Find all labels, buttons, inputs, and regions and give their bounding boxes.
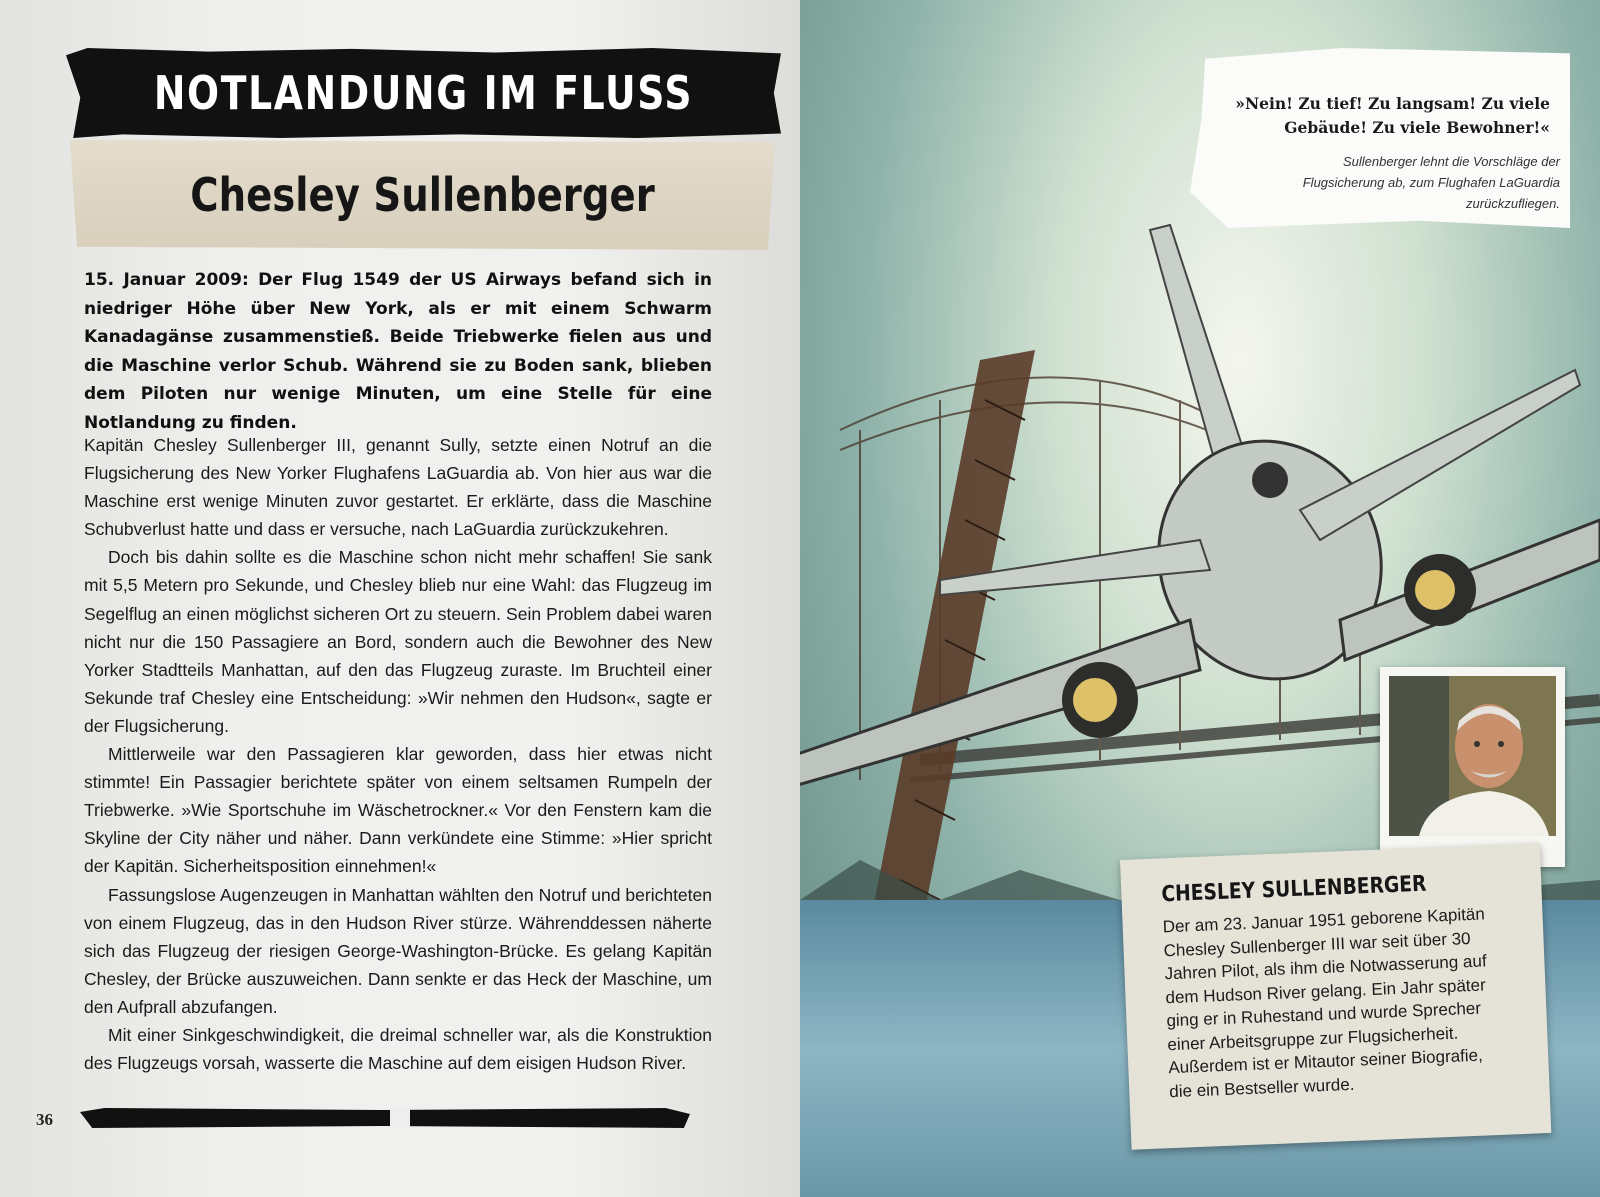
body-paragraph: Mittlerweile war den Passagieren klar geworden, dass hier etwas nicht stimmte! Ein Passagier berichtete später von einem seltsamen Rumpeln der Triebwerke. »Wie Sportschuhe im Wäschetrockner.« Vor den Fenstern kam die Skyline der City näher und näher. Dann verkündete eine Stimme: »Hier spricht der Kapitän. Sicherheitsposition einnehmen!« bbox=[84, 744, 712, 877]
body-paragraph: Mit einer Sinkgeschwindigkeit, die dreimal schneller war, als die Konstruktion des Flugzeugs vorsah, wasserte die Maschine auf dem eisigen Hudson River. bbox=[84, 1024, 712, 1074]
intro-paragraph: 15. Januar 2009: Der Flug 1549 der US Airways befand sich in niedriger Höhe über New York, als er mit einem Schwarm Kanadagänse zusammenstieß. Beide Triebwerke fielen aus und die Maschine verlor Schub. Während sie zu Boden sank, blieben dem Piloten nur wenige Minuten, um eine Stelle für eine Notlandung zu finden. bbox=[84, 270, 712, 433]
right-page bbox=[800, 0, 1600, 1197]
pilot-photo-frame bbox=[1380, 667, 1565, 867]
pilot-quote: »Nein! Zu tief! Zu langsam! Zu viele Gebäude! Zu viele Bewohner!« bbox=[1235, 94, 1550, 137]
footer-bar bbox=[80, 1108, 690, 1128]
body-paragraph: Doch bis dahin sollte es die Maschine schon nicht mehr schaffen! Sie sank mit 5,5 Metern pro Sekunde, und Chesley blieb nur eine Wahl: das Flugzeug im Segelflug an einen möglichst sicheren Ort zu steuern. Sein Problem dabei waren nicht nur die 150 Passagiere an Bord, sondern auch die Bewohner des New Yorker Stadtteils Manhattan, auf den das Flugzeug zuraste. Im Bruchteil einer Sekunde traf Chesley eine Entscheidung: »Wir nehmen den Hudson«, sagte er der Flugsicherung. bbox=[84, 547, 712, 736]
info-card-text: Der am 23. Januar 1951 geborene Kapitän Chesley Sullenberger III war seit über 30 Jahren Pilot, als ihm die Notwasserung auf dem Hudson River gelang. Ein Jahr später ging er in Ruhestand und wurde Sprecher einer Arbeitsgruppe zur Flugsicherheit. Außerdem ist er Mitautor seiner Biografie, die ein Bestseller wurde. bbox=[1162, 904, 1487, 1101]
pilot-photo bbox=[1389, 676, 1556, 836]
info-card bbox=[1120, 843, 1551, 1150]
article-body bbox=[84, 431, 712, 1077]
pilot-portrait bbox=[1389, 676, 1556, 836]
body-paragraph: Kapitän Chesley Sullenberger III, genannt Sully, setzte einen Notruf an die Flugsicherung des New Yorker Flughafens LaGuardia ab. Von hier aus war die Maschine erst wenige Minuten zuvor gestartet. Er erklärte, dass die Maschine Schubverlust hatte und dass er versuche, nach LaGuardia zurückzukehren. bbox=[84, 435, 712, 540]
section-title: NOTLANDUNG IM FLUSS bbox=[153, 66, 694, 120]
page-number: 36 bbox=[36, 1110, 53, 1129]
footer-marker bbox=[390, 1108, 410, 1128]
info-card-title: CHESLEY SULLENBERGER bbox=[1160, 871, 1427, 908]
quote-caption: Sullenberger lehnt die Vorschläge der Flugsicherung ab, zum Flughafen LaGuardia zurückzufliegen. bbox=[1302, 154, 1560, 211]
person-name-heading: Chesley Sullenberger bbox=[190, 168, 655, 222]
body-paragraph: Fassungslose Augenzeugen in Manhattan wählten den Notruf und berichteten von einem Flugzeug, das in den Hudson River stürze. Währenddessen näherte sich das Flugzeug der riesigen George-Washington-Brücke. Es gelang Kapitän Chesley, der Brücke auszuweichen. Dann senkte er das Heck der Maschine, um den Aufprall abzufangen. bbox=[84, 884, 712, 1017]
